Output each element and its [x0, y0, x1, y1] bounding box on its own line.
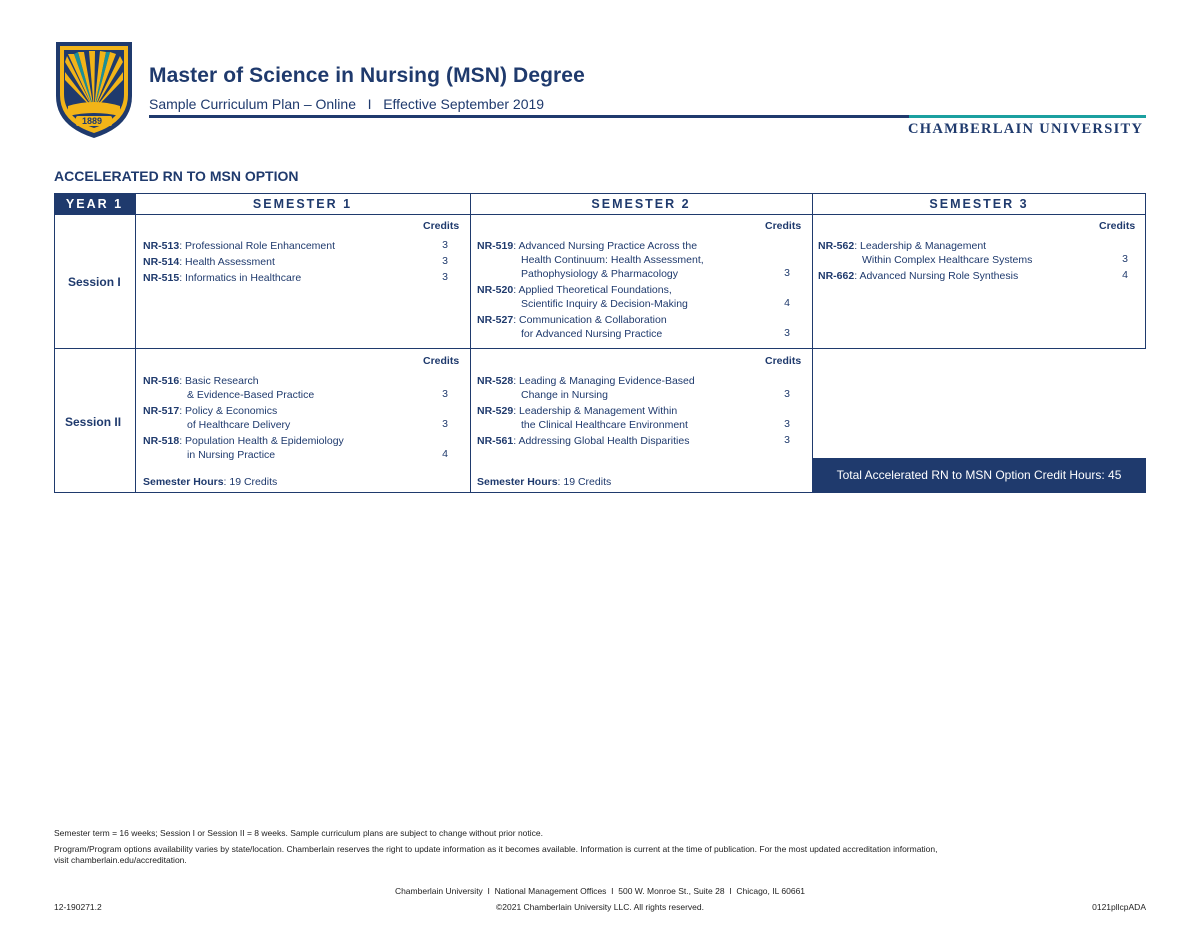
- footer-note-semester-terms: Semester term = 16 weeks; Session I or Session II = 8 weeks. Sample curriculum plans are subject to change without prior notice.: [54, 828, 543, 838]
- curriculum-table: [54, 193, 1146, 493]
- course-credits: 3: [442, 418, 448, 430]
- document-id-right: 0121pllcpADA: [1092, 902, 1146, 912]
- semester-1-hours: Semester Hours: 19 Credits: [143, 476, 278, 488]
- page-subtitle: Sample Curriculum Plan – Online I Effective September 2019: [149, 96, 545, 112]
- footer-note-availability: Program/Program options availability varies by state/location. Chamberlain reserves the right to update information as it becomes available. Information is current at the time of publication. For the most updated accreditation information, visit chamberlain.edu/accreditation.: [54, 844, 938, 865]
- document-id-left: 12-190271.2: [54, 902, 102, 912]
- semester-3-header: SEMESTER 3: [812, 193, 1146, 215]
- credits-header: Credits: [1099, 220, 1136, 232]
- course-item: NR-519: Advanced Nursing Practice Across the Health Continuum: Health Assessment, Pathophysiology & Pharmacology: [477, 240, 704, 280]
- page-title: Master of Science in Nursing (MSN) Degree: [149, 64, 585, 87]
- total-credit-hours: Total Accelerated RN to MSN Option Credit Hours: 45: [812, 458, 1146, 493]
- grid-line: [1145, 193, 1146, 349]
- course-item: NR-529: Leadership & Management Within the Clinical Healthcare Environment: [477, 405, 688, 431]
- session-1-label: Session I: [68, 275, 121, 289]
- course-credits: 3: [784, 388, 790, 400]
- course-credits: 3: [1122, 253, 1128, 265]
- course-credits: 3: [442, 255, 448, 267]
- credits-header: Credits: [423, 220, 460, 232]
- year-header: YEAR 1: [54, 193, 135, 215]
- semester-2-header: SEMESTER 2: [470, 193, 812, 215]
- copyright: ©2021 Chamberlain University LLC. All rights reserved.: [496, 902, 704, 912]
- section-heading: ACCELERATED RN TO MSN OPTION: [54, 168, 299, 184]
- grid-line: [812, 193, 813, 493]
- semester-1-header: SEMESTER 1: [135, 193, 470, 215]
- credits-header: Credits: [765, 355, 802, 367]
- session-2-label: Session II: [65, 415, 122, 429]
- course-credits: 3: [784, 267, 790, 279]
- crest-year: 1889: [82, 116, 103, 126]
- grid-line: [54, 492, 813, 493]
- course-item: NR-517: Policy & Economics of Healthcare Delivery: [143, 405, 291, 431]
- course-credits: 3: [784, 418, 790, 430]
- course-item: NR-520: Applied Theoretical Foundations, Scientific Inquiry & Decision-Making: [477, 284, 688, 310]
- footer-address: Chamberlain University I National Management Offices I 500 W. Monroe St., Suite 28 I Chicago, IL 60661: [394, 886, 806, 896]
- grid-line: [470, 193, 471, 493]
- course-credits: 3: [784, 434, 790, 446]
- grid-line: [54, 193, 55, 493]
- credits-header: Credits: [423, 355, 460, 367]
- course-item: NR-513: Professional Role Enhancement: [143, 240, 336, 252]
- grid-line: [54, 348, 1146, 349]
- course-item: NR-515: Informatics in Healthcare: [143, 272, 302, 284]
- course-item: NR-662: Advanced Nursing Role Synthesis: [818, 270, 1019, 282]
- course-item: NR-562: Leadership & Management Within Complex Healthcare Systems: [818, 240, 1033, 266]
- semester-2-hours: Semester Hours: 19 Credits: [477, 476, 612, 488]
- course-item: NR-527: Communication & Collaboration for Advanced Nursing Practice: [477, 314, 667, 340]
- course-credits: 3: [442, 271, 448, 283]
- course-credits: 3: [442, 388, 448, 400]
- course-item: NR-516: Basic Research & Evidence-Based Practice: [143, 375, 315, 401]
- course-credits: 3: [442, 239, 448, 251]
- course-item: NR-518: Population Health & Epidemiology in Nursing Practice: [143, 435, 344, 461]
- header-rule-navy: [149, 115, 909, 118]
- course-credits: 4: [1122, 269, 1128, 281]
- grid-line: [135, 193, 136, 493]
- course-item: NR-514: Health Assessment: [143, 256, 275, 268]
- course-credits: 4: [784, 297, 790, 309]
- course-credits: 4: [442, 448, 448, 460]
- credits-header: Credits: [765, 220, 802, 232]
- course-credits: 3: [784, 327, 790, 339]
- header-rule-teal: [909, 115, 1146, 118]
- brand-wordmark: CHAMBERLAIN UNIVERSITY: [908, 121, 1144, 137]
- course-item: NR-528: Leading & Managing Evidence-Based Change in Nursing: [477, 375, 695, 401]
- course-item: NR-561: Addressing Global Health Disparities: [477, 435, 690, 447]
